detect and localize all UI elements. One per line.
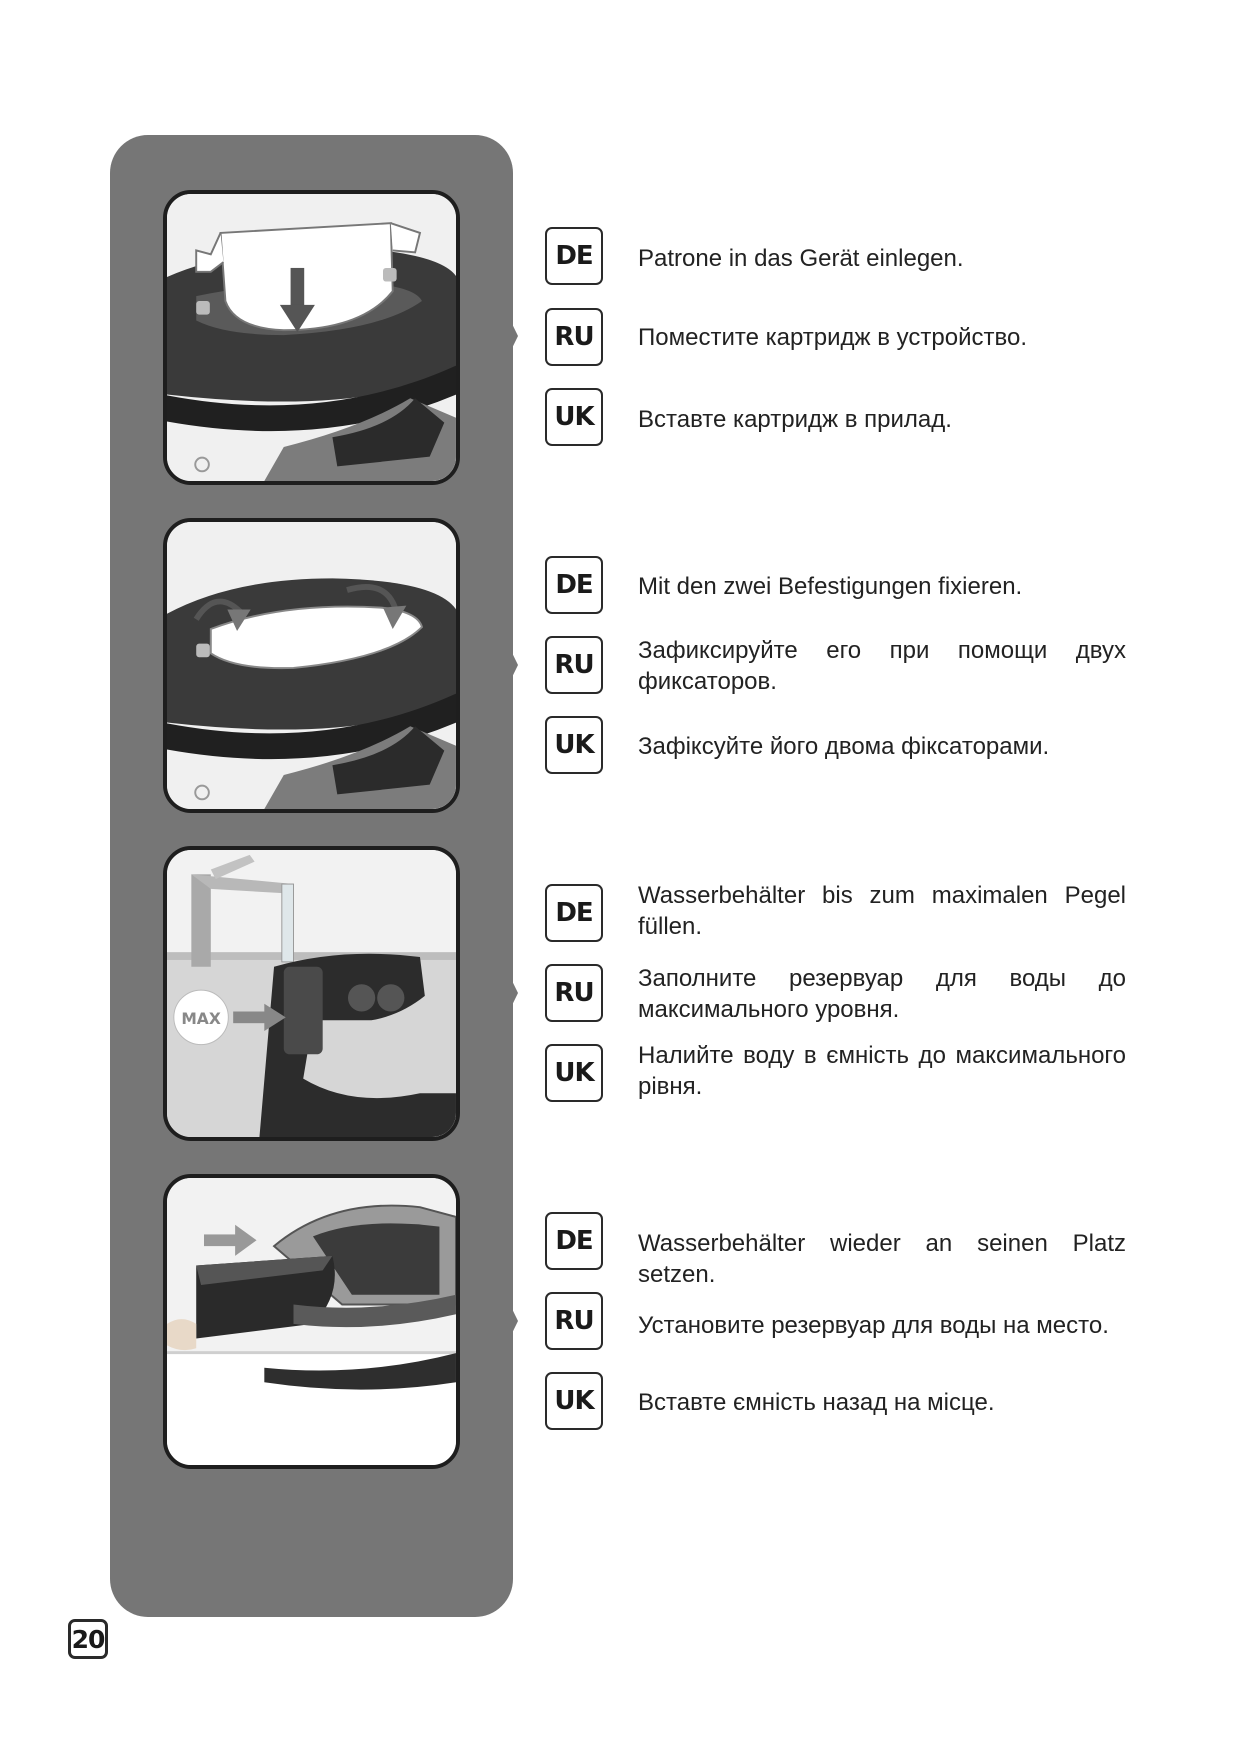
step-3-illustration [163, 846, 460, 1141]
tank-replace-icon [167, 1178, 456, 1465]
instruction-text: Patrone in das Gerät einlegen. [638, 245, 964, 272]
instruction-text: Зафіксуйте його двома фіксаторами. [638, 733, 1050, 760]
instruction-text: Установите резервуар для воды на место. [638, 1312, 1109, 1339]
instruction-text: Wasserbehälter bis zum maximalen Pegel füllen. [638, 882, 1126, 940]
page-number: 20 [68, 1619, 108, 1659]
step-4-illustration [163, 1174, 460, 1469]
instruction-text: Поместите картридж в устройство. [638, 324, 1027, 351]
lang-badge-uk: UK [545, 1044, 603, 1102]
instruction-text: Mit den zwei Befestigungen fixieren. [638, 573, 1023, 600]
instruction-text: Зафиксируйте его при помощи двух фиксаторов. [638, 637, 1126, 695]
lang-badge-ru: RU [545, 964, 603, 1022]
lang-badge-de: DE [545, 884, 603, 942]
lang-badge-ru: RU [545, 308, 603, 366]
instruction-text: Заполните резервуар для воды до максимального уровня. [638, 965, 1126, 1023]
max-label: MAX [181, 1010, 221, 1029]
tap-fill-icon [167, 850, 456, 1137]
cartridge-insert-icon [167, 194, 456, 481]
lang-badge-uk: UK [545, 716, 603, 774]
instruction-text: Вставте картридж в прилад. [638, 406, 952, 433]
lang-badge-ru: RU [545, 1292, 603, 1350]
lang-badge-de: DE [545, 556, 603, 614]
instruction-text: Вставте ємність назад на місце. [638, 1389, 995, 1416]
cartridge-lock-icon [167, 522, 456, 809]
lang-badge-de: DE [545, 1212, 603, 1270]
lang-badge-ru: RU [545, 636, 603, 694]
instruction-text: Налийте воду в ємність до максимального рівня. [638, 1042, 1126, 1100]
instruction-text: Wasserbehälter wieder an seinen Platz setzen. [638, 1230, 1126, 1288]
lang-badge-de: DE [545, 227, 603, 285]
lang-badge-uk: UK [545, 1372, 603, 1430]
step-1-illustration [163, 190, 460, 485]
lang-badge-uk: UK [545, 388, 603, 446]
step-2-illustration [163, 518, 460, 813]
